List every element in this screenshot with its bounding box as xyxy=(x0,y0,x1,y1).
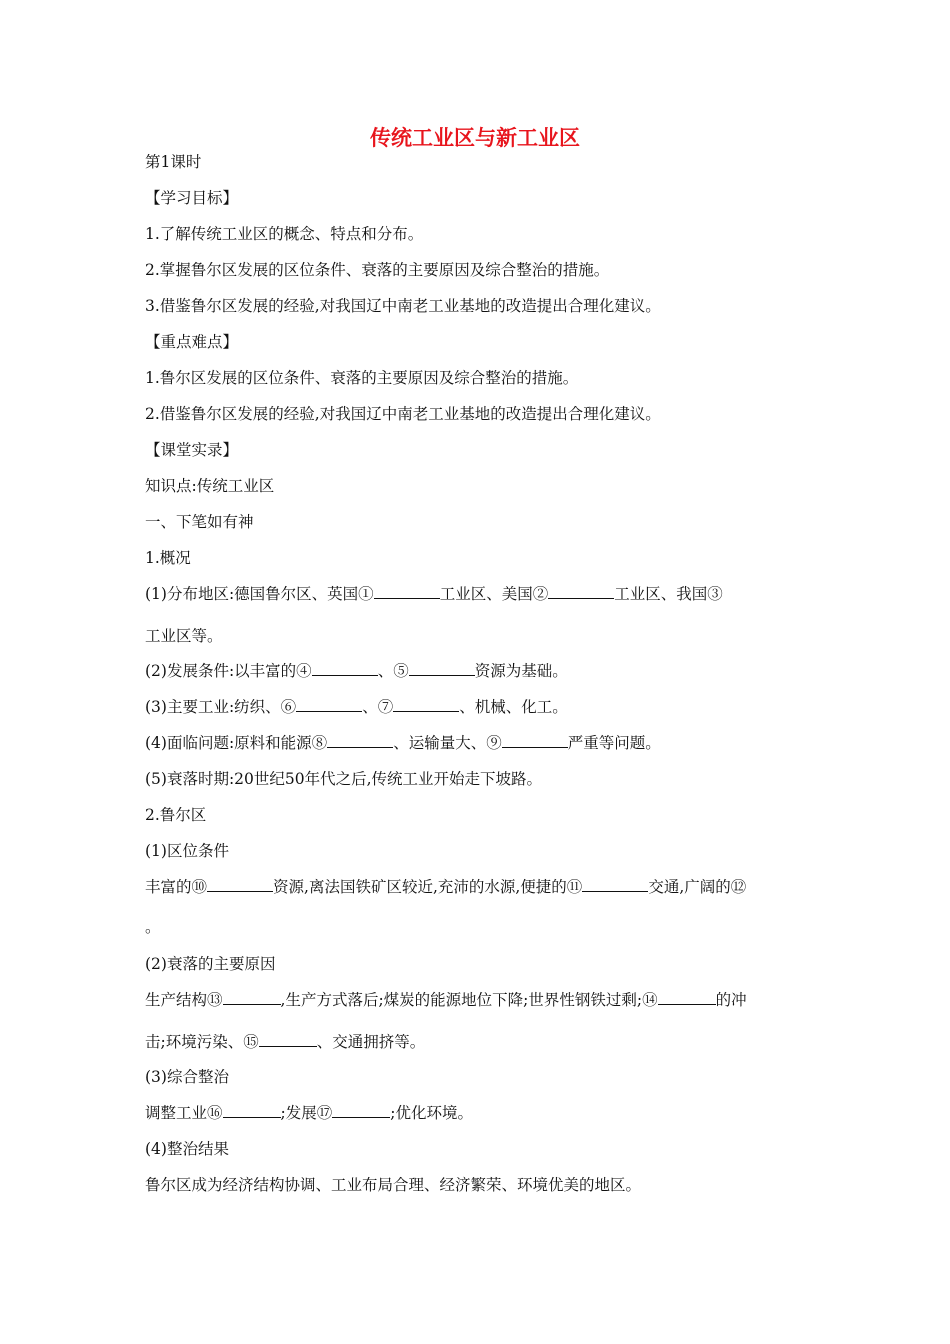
text-segment: (4)面临问题:原料和能源⑧ xyxy=(145,734,328,752)
decline-line: (5)衰落时期:20世纪50年代之后,传统工业开始走下坡路。 xyxy=(145,770,543,788)
answer-blank-5[interactable] xyxy=(409,661,475,676)
answer-blank-8[interactable] xyxy=(327,733,393,748)
overview-heading: 1.概况 xyxy=(145,549,191,567)
result-line: 鲁尔区成为经济结构协调、工业布局合理、经济繁荣、环境优美的地区。 xyxy=(145,1176,642,1194)
answer-blank-17[interactable] xyxy=(332,1103,390,1118)
text-segment: 工业区、美国② xyxy=(439,585,549,603)
reasons-line xyxy=(145,990,815,1010)
goal-3: 3.借鉴鲁尔区发展的经验,对我国辽中南老工业基地的改造提出合理化建议。 xyxy=(145,297,661,315)
text-segment: 的冲 xyxy=(715,991,747,1009)
record-heading: 【课堂实录】 xyxy=(145,441,239,459)
text-segment: (2)发展条件:以丰富的④ xyxy=(145,662,312,680)
ruhr-heading: 2.鲁尔区 xyxy=(145,806,207,824)
answer-blank-13[interactable] xyxy=(223,990,281,1005)
answer-blank-10[interactable] xyxy=(207,877,273,892)
text-segment: (3)主要工业:纺织、⑥ xyxy=(145,698,297,716)
document-title: 传统工业区与新工业区 xyxy=(370,126,580,150)
text-segment: 严重等问题。 xyxy=(567,734,661,752)
text-segment: 、运输量大、⑨ xyxy=(393,734,502,752)
distribution-line xyxy=(145,584,815,604)
location-heading: (1)区位条件 xyxy=(145,842,229,860)
goals-heading: 【学习目标】 xyxy=(145,189,239,207)
text-segment: ;优化环境。 xyxy=(390,1104,473,1122)
key-heading: 【重点难点】 xyxy=(145,333,239,351)
text-segment: 调整工业⑯ xyxy=(145,1104,223,1122)
goal-1: 1.了解传统工业区的概念、特点和分布。 xyxy=(145,225,424,243)
location-line xyxy=(145,877,815,897)
industries-line xyxy=(145,697,815,717)
text-segment: 、⑦ xyxy=(362,698,394,716)
text-segment: 资源,离法国铁矿区较近,充沛的水源,便捷的⑪ xyxy=(273,878,583,896)
answer-blank-15[interactable] xyxy=(259,1032,317,1047)
text-segment: 生产结构⑬ xyxy=(145,991,223,1009)
reasons-heading: (2)衰落的主要原因 xyxy=(145,955,276,973)
reasons-line-cont xyxy=(145,1032,815,1052)
text-segment: 工业区、我国③ xyxy=(614,585,723,603)
text-segment: ;发展⑰ xyxy=(280,1104,333,1122)
lesson-label: 第1课时 xyxy=(145,153,202,171)
answer-blank-14[interactable] xyxy=(658,990,716,1005)
answer-blank-7[interactable] xyxy=(393,697,459,712)
answer-blank-4[interactable] xyxy=(312,661,378,676)
text-segment: 资源为基础。 xyxy=(474,662,568,680)
answer-blank-2[interactable] xyxy=(548,584,614,599)
text-segment: 丰富的⑩ xyxy=(145,878,208,896)
conditions-line xyxy=(145,661,815,681)
text-segment: 交通,广阔的⑫ xyxy=(648,878,747,896)
key-1: 1.鲁尔区发展的区位条件、衰落的主要原因及综合整治的措施。 xyxy=(145,369,579,387)
answer-blank-6[interactable] xyxy=(296,697,362,712)
answer-blank-16[interactable] xyxy=(223,1103,281,1118)
distribution-line-cont: 工业区等。 xyxy=(145,627,223,645)
answer-blank-9[interactable] xyxy=(502,733,568,748)
fix-line xyxy=(145,1103,815,1123)
location-line-cont: 。 xyxy=(145,918,161,936)
fix-heading: (3)综合整治 xyxy=(145,1068,229,1086)
text-segment: 、机械、化工。 xyxy=(459,698,568,716)
section-heading: 一、下笔如有神 xyxy=(145,513,254,531)
problems-line xyxy=(145,733,815,753)
goal-2: 2.掌握鲁尔区发展的区位条件、衰落的主要原因及综合整治的措施。 xyxy=(145,261,610,279)
text-segment: 、⑤ xyxy=(377,662,409,680)
text-segment: 击;环境污染、⑮ xyxy=(145,1033,259,1051)
text-segment: (1)分布地区:德国鲁尔区、英国① xyxy=(145,585,374,603)
text-segment: 、交通拥挤等。 xyxy=(316,1033,426,1051)
text-segment: ,生产方式落后;煤炭的能源地位下降;世界性钢铁过剩;⑭ xyxy=(280,991,658,1009)
result-heading: (4)整治结果 xyxy=(145,1140,229,1158)
knowledge-point: 知识点:传统工业区 xyxy=(145,477,275,495)
answer-blank-1[interactable] xyxy=(374,584,440,599)
key-2: 2.借鉴鲁尔区发展的经验,对我国辽中南老工业基地的改造提出合理化建议。 xyxy=(145,405,661,423)
answer-blank-11[interactable] xyxy=(582,877,648,892)
